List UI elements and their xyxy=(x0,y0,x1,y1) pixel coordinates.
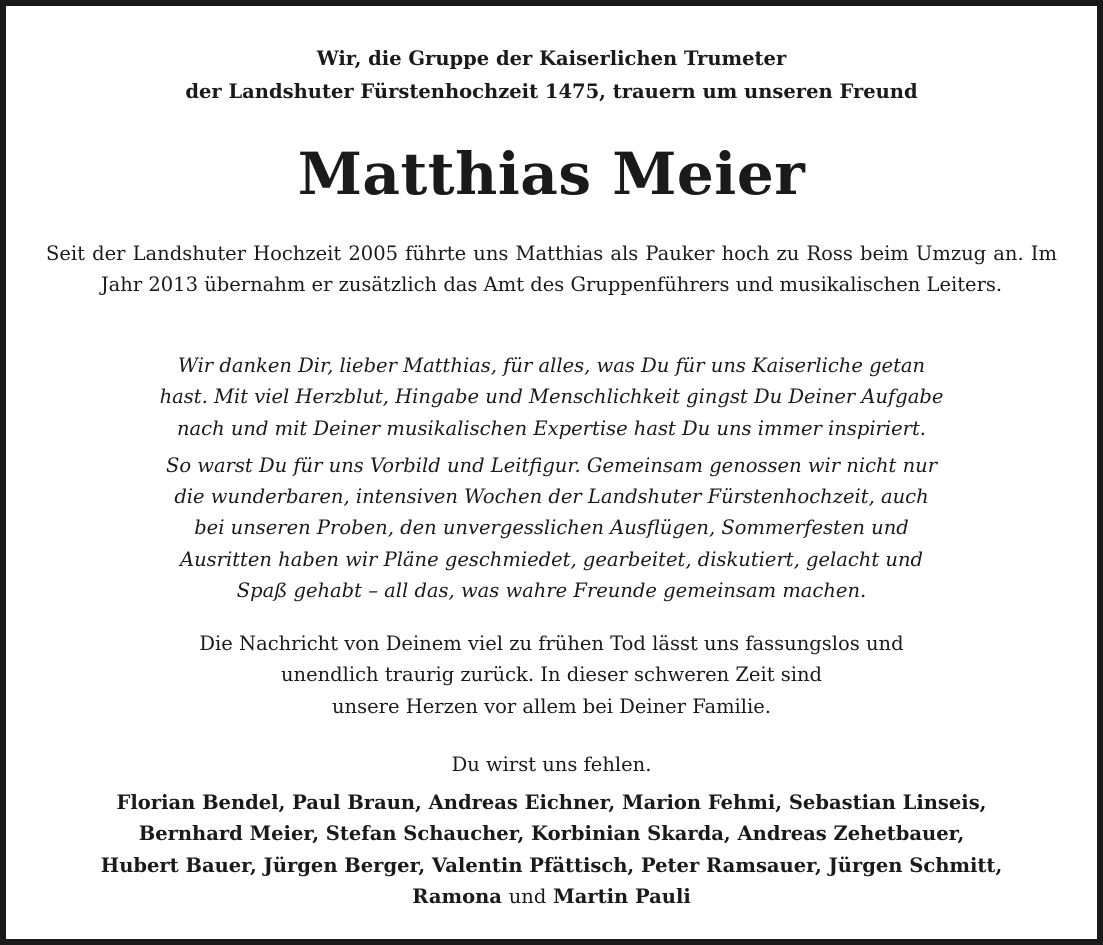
intro-line: der Landshuter Fürstenhochzeit 1475, trauern um unseren Freund xyxy=(185,80,918,103)
signatory-line: Bernhard Meier, Stefan Schaucher, Korbinian Skarda, Andreas Zehetbauer, xyxy=(138,822,965,846)
tribute-line: bei unseren Proben, den unvergesslichen Ausflügen, Sommerfesten und xyxy=(194,516,909,540)
intro-line: Wir, die Gruppe der Kaiserlichen Trumeter xyxy=(316,47,787,70)
condolence-line: unsere Herzen vor allem bei Deiner Familie. xyxy=(331,694,772,718)
tribute-line: Wir danken Dir, lieber Matthias, für alles, was Du für uns Kaiserliche getan xyxy=(177,354,926,377)
intro-heading xyxy=(6,42,1097,108)
farewell-line: Du wirst uns fehlen. xyxy=(451,753,652,776)
signatory-line xyxy=(6,881,1097,912)
tribute-line: die wunderbaren, intensiven Wochen der Landshuter Fürstenhochzeit, auch xyxy=(174,485,929,509)
tribute-line: hast. Mit viel Herzblut, Hingabe und Menschlichkeit gingst Du Deiner Aufgabe xyxy=(159,385,944,409)
biography-paragraph: Seit der Landshuter Hochzeit 2005 führte uns Matthias als Pauker hoch zu Ross beim Umzug an. Im Jahr 2013 übernahm er zusätzlich das Amt des Gruppenführers und musikalischen Leiters. xyxy=(46,242,1057,296)
signatory-line: Hubert Bauer, Jürgen Berger, Valentin Pfättisch, Peter Ramsauer, Jürgen Schmitt, xyxy=(100,853,1003,877)
signatory-line: Florian Bendel, Paul Braun, Andreas Eichner, Marion Fehmi, Sebastian Linseis, xyxy=(116,791,987,814)
signatory-conjunction: und xyxy=(508,884,547,908)
condolence-line: Die Nachricht von Deinem viel zu frühen Tod lässt uns fassungslos und xyxy=(199,632,904,655)
tribute-line: Spaß gehabt – all das, was wahre Freunde gemeinsam machen. xyxy=(236,579,867,603)
condolence-paragraph xyxy=(6,628,1097,722)
tribute-line: nach und mit Deiner musikalischen Expertise hast Du uns immer inspiriert. xyxy=(176,416,927,440)
tribute-line: Ausritten haben wir Pläne geschmiedet, gearbeitet, diskutiert, gelacht und xyxy=(179,547,923,571)
signatory-name: Ramona xyxy=(412,884,502,908)
tribute-text xyxy=(6,350,1097,606)
tribute-line: So warst Du für uns Vorbild und Leitfigur. Gemeinsam genossen wir nicht nur xyxy=(165,453,938,477)
signatories xyxy=(6,787,1097,912)
deceased-name: Matthias Meier xyxy=(297,140,806,208)
signatory-name: Martin Pauli xyxy=(553,884,691,908)
condolence-line: unendlich traurig zurück. In dieser schweren Zeit sind xyxy=(280,663,823,687)
